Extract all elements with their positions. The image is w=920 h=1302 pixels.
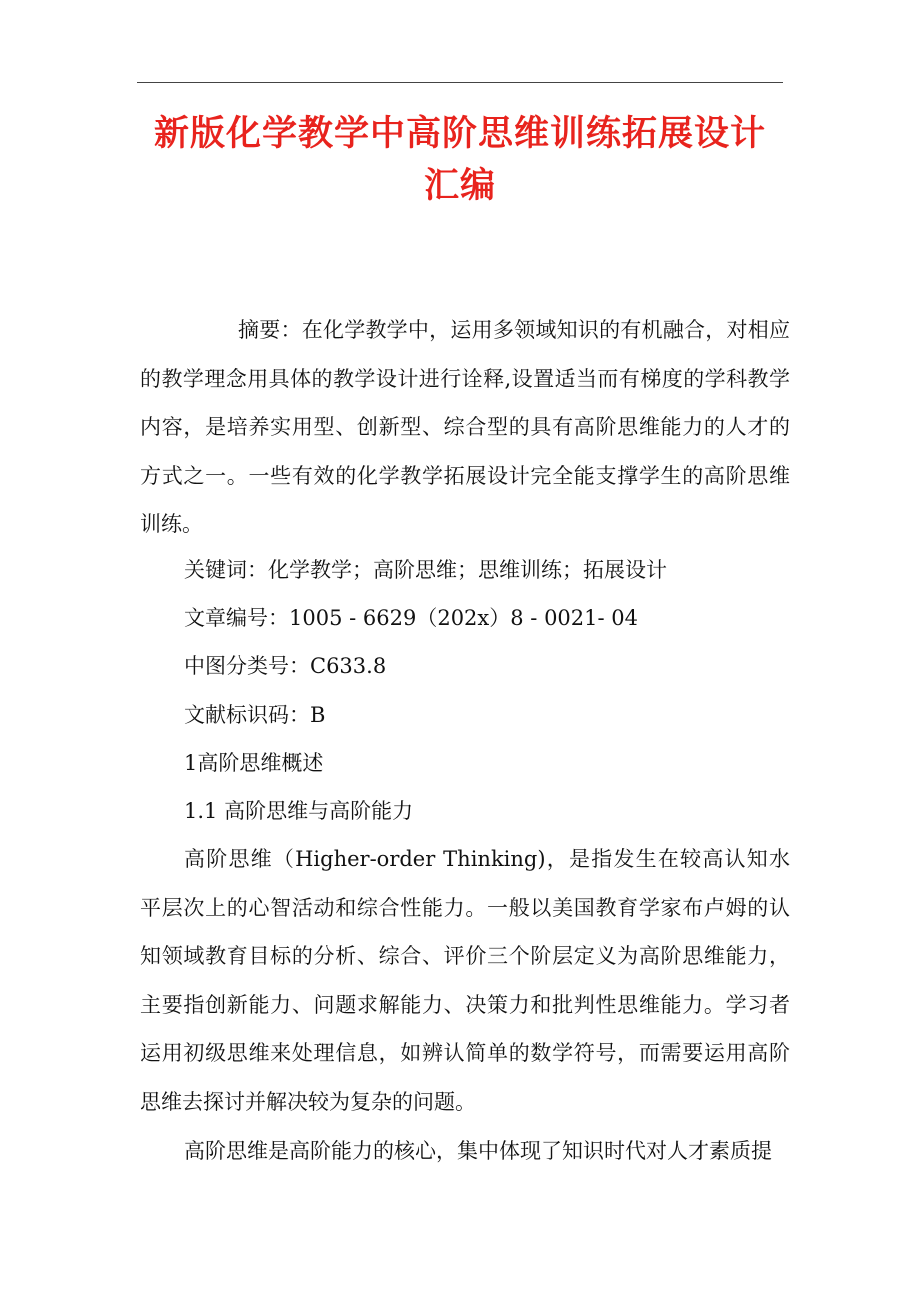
keywords-line: 关键词：化学教学；高阶思维；思维训练；拓展设计 [184,558,667,582]
abstract-paragraph: 摘要：在化学教学中，运用多领域知识的有机融合，对相应的教学理念用具体的教学设计进行诠释,设置适当而有梯度的学科教学内容，是培养实用型、创新型、综合型的具有高阶思维能力的人才的方式之一。一些有效的化学教学拓展设计完全能支撑学生的高阶思维训练。 [140,318,790,536]
classification-line: 中图分类号：C633.8 [184,654,387,678]
section-1-1-heading: 1.1 高阶思维与高阶能力 [184,799,414,823]
document-code-line: 文献标识码：B [184,703,326,727]
body-paragraph-2: 高阶思维是高阶能力的核心，集中体现了知识时代对人才素质提 [184,1139,772,1163]
header-rule [137,82,783,83]
body-paragraph-1: 高阶思维（Higher-order Thinking)，是指发生在较高认知水平层次上的心智活动和综合性能力。一般以美国教育学家布卢姆的认知领域教育目标的分析、综合、评价三个阶层定义为高阶思维能力，主要指创新能力、问题求解能力、决策力和批判性思维能力。学习者运用初级思维来处理信息，如辨认简单的数学符号，而需要运用高阶思维去探讨并解决较为复杂的问题。 [140,847,790,1114]
article-number-line: 文章编号：1005 - 6629（202x）8 - 0021- 04 [184,606,639,630]
document-title: 新版化学教学中高阶思维训练拓展设计汇编 [153,113,766,206]
section-1-heading: 1高阶思维概述 [184,751,324,775]
